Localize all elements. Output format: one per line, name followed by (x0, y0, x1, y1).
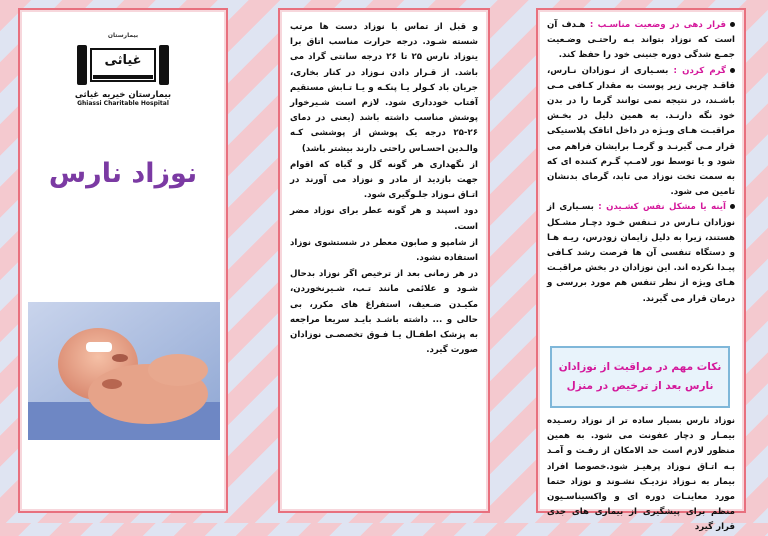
hospital-name-english: Ghiassi Charitable Hospital (77, 100, 169, 107)
bullet-dot-icon (730, 22, 735, 27)
tip-paragraph: در هر زمانی بعد از ترخیص اگر نوزاد بدحال شـود و علائمی مانند تـب، شـیرنخوردن، مکیـدن ضـعیف، استفراغ های مکرر، بی حالی و ... داشته باشـد بایـد سریعا مراجعه به پزشک اطفـال یـا فـوق تخصصـی نوزادان صورت گیرد. (290, 269, 478, 356)
bullet-body: بسـیاری از نوزادان نـارس در تـنفس خـود دچـار مشـکل هستند، زیرا به دلیل زایمان زودرس، ریـه هـا و دستگاه تنفسی آن ها فرصت رشد کـافی پیـدا نکرده اند. این نوزادان در بخش مراقبـت هـای ویژه از نظر تنفس هم مورد بررسی و درمان قرار می گیرند. (547, 202, 735, 304)
nicu-care-text (547, 18, 735, 307)
tip-paragraph: از نگهداری هر گونه گل و گیاه که اقوام جهت بازدید از مادر و نوزاد می آورند در اتـاق نـوزاد جلـوگیری شود. (290, 159, 478, 201)
care-tips-panel (278, 8, 490, 513)
tip-paragraph: و قبل از تماس با نوزاد دست ها مرتب شسته شـود. درجه حرارت مناسب اتاق برا ینوزاد نارس ۲۵ تا ۲۶ درجه سانتی گراد می باشد. از قـرار دادن نـوزاد در کنار بخاری، جریان باد کـولر یـا پنکـه و یـا تـابش مستقیم آفتاب خودداری شود. لازم است شـیرخوار پوشش مناسب داشته باشد (یعنی در دمای ۲۶-۲۵ درجه یک پوشش از پوششی کـه والـدین احسـاس راحتی دارند بیشتر باشد) (290, 22, 479, 154)
logo-top-text: بیمارستان (107, 32, 139, 39)
bullet-heading: گرم کردن : (673, 65, 726, 76)
bullet-heading: آینه یا مشکل نفس کشـیدن : (598, 202, 726, 213)
logo-mark-icon (77, 43, 169, 87)
bullet-item (547, 18, 735, 64)
bullet-item (547, 64, 735, 201)
home-care-text: نوزاد نارس بسیار ساده تر از نوزاد رسـیده بیمـار و دچار عفونت می شود. به همین منظور لازم است حد الامکان از رفـت و آمـد بـه اتـاق نـوزاد پرهیـز شود.خصوصا افراد بیمار به نـوزاد نزدیـک نشـوند و نوزاد حتما مورد معاینـات دوره ای و واکسیناسـیون منظم برای پیشگیری از بیماری های جدی قرار گیرد (547, 416, 735, 533)
bullet-item (547, 200, 735, 306)
tip-paragraph: دود اسپند و هر گونه عطر برای نوزاد مضر است. (290, 206, 478, 232)
cover-panel (18, 8, 228, 513)
bullet-body: بسـیاری از نـوزادان نـارس، فاقـد چربی زیر پوست به مقدار کـافی مـی باشـند، در نتیجه نمی توانند گرما را در بدن خود نگه دارنـد. به همین دلیل در بخـش مراقبـت هـای ویـژه در داخل اتاقک پلاستیکی قرار مـی گیرنـد و گرمـا برایشان فراهم می شود و یا توسط نور لامـپ گـرم کننده ای که به سمت تخت نوزاد می تابد، گرمای بدنشان تامین می شود. (547, 65, 735, 198)
bullet-body: هـدف آن است که نوزاد بتواند بـه راحتـی وضـعیت جمـع شدگی دوره جنینی خود را حفظ کند. (547, 20, 735, 61)
bullet-heading: قرار دهی در وضعیت مناسـب : (589, 20, 726, 30)
bullet-dot-icon (730, 204, 735, 209)
care-tips-text (290, 20, 478, 359)
hospital-logo (20, 32, 226, 107)
bullet-dot-icon (730, 68, 735, 73)
tip-paragraph: از شامپو و صابون معطر در شستشوی نوزاد استفاده نشود. (290, 237, 478, 264)
page-title: نوزاد نارس (48, 158, 198, 189)
hospital-name: بیمارستان خیریه غیاثی (74, 90, 172, 100)
newborn-photo (28, 302, 220, 440)
section-title-box: نکات مهم در مراقبت از نوزادان نارس بعد از ترخیص در منزل (550, 346, 730, 408)
logo-mark-text: غیاثی (104, 53, 142, 68)
nicu-care-panel (536, 8, 746, 533)
